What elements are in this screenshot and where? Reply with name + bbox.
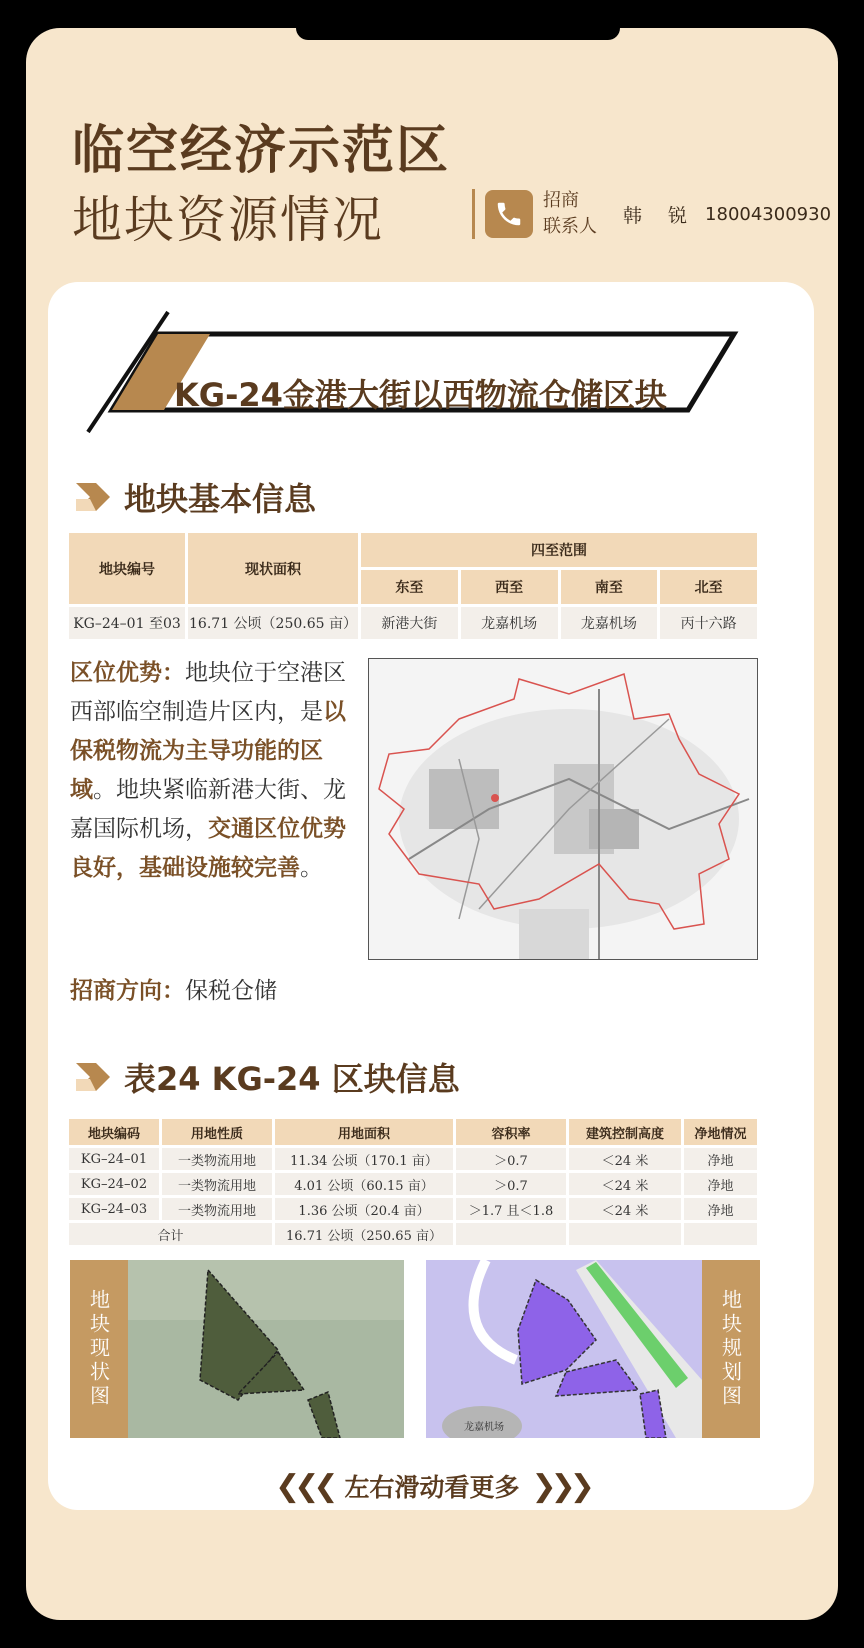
block-banner xyxy=(68,304,748,434)
chevron-left-icon: ❮❮❮ xyxy=(275,1468,333,1504)
table-row: KG–24–01 至03 16.71 公顷（250.65 亩） 新港大街 龙嘉机场 龙嘉机场 丙十六路 xyxy=(69,607,757,639)
header-plot-no: 地块编号 xyxy=(69,533,185,604)
header-bounds: 四至范围 xyxy=(361,533,757,567)
page-title: 临空经济示范区 xyxy=(72,121,451,181)
table-row-total: 合计 16.71 公顷（250.65 亩） xyxy=(69,1223,757,1245)
phone-icon[interactable] xyxy=(485,190,533,238)
header-land-area: 用地面积 xyxy=(275,1119,453,1145)
current-map-label: 地块现状图 xyxy=(70,1260,128,1438)
airport-label: 龙嘉机场 xyxy=(464,1422,504,1433)
banner-title: KG-24金港大街以西物流仓储区块 xyxy=(174,376,667,414)
basic-info-table xyxy=(66,530,760,642)
contact-phone[interactable]: 18004300930 xyxy=(705,203,832,225)
current-status-image xyxy=(128,1260,404,1438)
chevron-right-icon xyxy=(74,1061,114,1093)
header-north: 北至 xyxy=(660,570,757,604)
header-usage: 用地性质 xyxy=(162,1119,272,1145)
plot-images xyxy=(70,1260,760,1438)
page-frame xyxy=(26,28,838,1620)
header-code: 地块编码 xyxy=(69,1119,159,1145)
section-heading-basic: 地块基本信息 xyxy=(74,474,316,520)
section-heading-block: 表24 KG-24 区块信息 xyxy=(74,1054,460,1100)
page-subtitle: 地块资源情况 xyxy=(72,191,384,249)
contact-label: 招商 联系人 xyxy=(543,190,597,237)
table-row: KG–24–03 一类物流用地 1.36 公顷（20.4 亩） ＞1.7 且＜1.8 ＜24 米 净地 xyxy=(69,1198,757,1220)
swipe-hint[interactable]: ❮❮❮ 左右滑动看更多 ❯❯❯ xyxy=(275,1468,589,1504)
header-height: 建筑控制高度 xyxy=(569,1119,681,1145)
chevron-right-icon xyxy=(74,481,114,513)
location-map xyxy=(368,658,758,960)
investment-direction: 招商方向：保税仓储 xyxy=(70,978,277,1004)
chevron-right-icon: ❯❯❯ xyxy=(531,1468,589,1504)
header-far: 容积率 xyxy=(456,1119,566,1145)
header-clearance: 净地情况 xyxy=(684,1119,757,1145)
table-row: KG–24–02 一类物流用地 4.01 公顷（60.15 亩） ＞0.7 ＜24 米 净地 xyxy=(69,1173,757,1195)
planning-image xyxy=(426,1260,702,1438)
header-east: 东至 xyxy=(361,570,458,604)
header-south: 南至 xyxy=(561,570,658,604)
header-west: 西至 xyxy=(461,570,558,604)
divider xyxy=(472,189,475,239)
contact-name: 韩 锐 xyxy=(623,204,698,227)
block-info-table xyxy=(66,1116,760,1248)
top-notch xyxy=(296,28,620,40)
header-area: 现状面积 xyxy=(188,533,358,604)
location-description: 区位优势：地块位于空港区西部临空制造片区内，是以保税物流为主导功能的区域。地块紧临新港大街、龙嘉国际机场，交通区位优势良好，基础设施较完善。 xyxy=(70,660,346,881)
content-card xyxy=(48,282,814,1510)
plan-map-label: 地块规划图 xyxy=(702,1260,760,1438)
contact-block xyxy=(472,186,831,242)
table-row: KG–24–01 一类物流用地 11.34 公顷（170.1 亩） ＞0.7 ＜24 米 净地 xyxy=(69,1148,757,1170)
